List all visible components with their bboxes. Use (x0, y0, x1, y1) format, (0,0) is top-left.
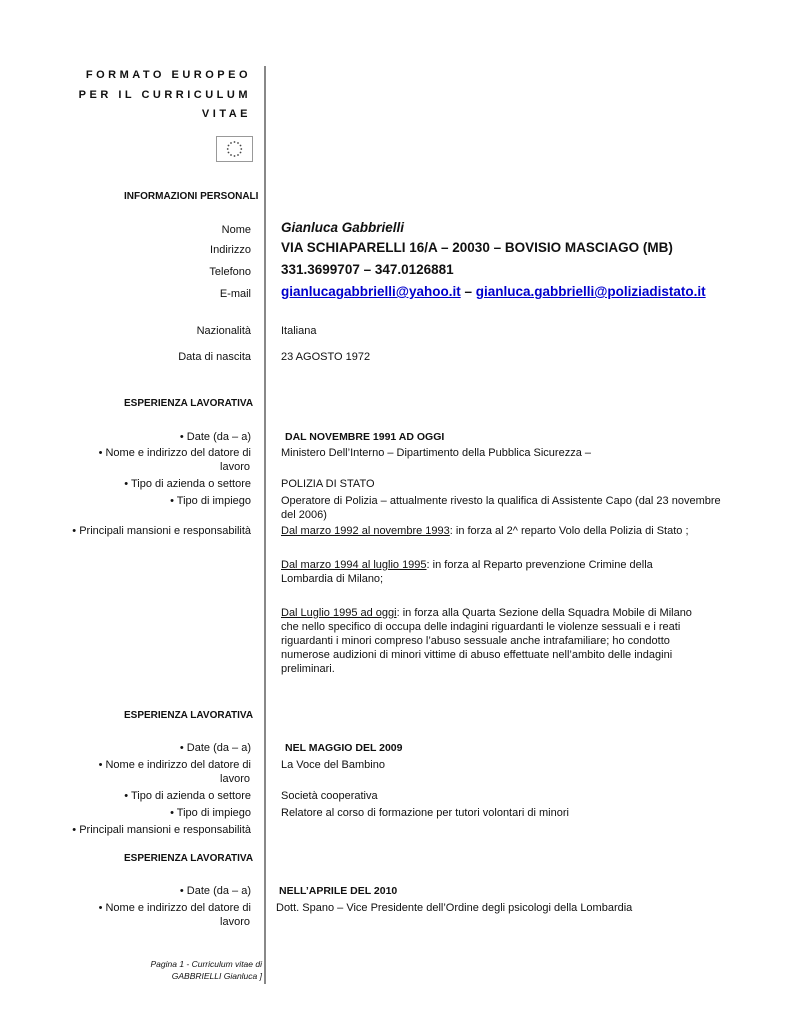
exp2-duties-label: • Principali mansioni e responsabilità (72, 824, 251, 836)
exp1-duty-2-period: Dal marzo 1994 al luglio 1995 (281, 559, 427, 571)
footer-line-1: Pagina 1 - Curriculum vitae di (150, 959, 262, 969)
email-link-1[interactable]: gianlucagabbrielli@yahoo.it (281, 284, 461, 299)
exp2-employer-label-1: • Nome e indirizzo del datore di (98, 759, 251, 771)
exp1-duty-1 (281, 524, 721, 538)
exp3-employer-label-2: lavoro (220, 916, 250, 928)
birth-value: 23 AGOSTO 1972 (281, 351, 371, 363)
section-experience-2: ESPERIENZA LAVORATIVA (124, 710, 254, 721)
cv-title-line2: PER IL CURRICULUM (78, 89, 251, 101)
address-value: VIA SCHIAPARELLI 16/A – 20030 – BOVISIO MASCIAGO (MB) (281, 240, 673, 255)
page-footer (151, 958, 263, 982)
exp1-duty-3-text: : in forza alla Quarta Sezione della Squadra Mobile di Milano che nello specifico di occupa delle indagini riguardanti le violenze sessuali e i reati riguardanti i minori compreso l’abuso sessuale anche intrafamiliare; ho condotto numerose audizioni di minori vittime di abuso effettuate nell’ambito delle indagini preliminari. (281, 607, 692, 675)
section-personal-info: INFORMAZIONI PERSONALI (124, 191, 259, 202)
exp1-duties-label: • Principali mansioni e responsabilità (72, 525, 251, 537)
cv-title-line3: VITAE (201, 108, 251, 120)
exp1-duty-3-period: Dal Luglio 1995 ad oggi (281, 607, 397, 619)
exp2-dates-label: • Date (da – a) (179, 742, 251, 754)
exp2-jobtype: Relatore al corso di formazione per tutori volontari di minori (281, 807, 569, 819)
email-label: E-mail (219, 288, 251, 300)
email-values (281, 285, 706, 300)
exp1-sector-label: • Tipo di azienda o settore (124, 478, 251, 490)
section-experience-3: ESPERIENZA LAVORATIVA (124, 853, 254, 864)
exp1-duty-2-text: : in forza al Reparto prevenzione Crimine della Lombardia di Milano; (281, 559, 653, 585)
exp1-duty-1-period: Dal marzo 1992 al novembre 1993 (281, 525, 450, 537)
name-label: Nome (221, 224, 251, 236)
footer-line-2: GABBRIELLI Gianluca ] (171, 971, 262, 981)
vertical-divider (264, 66, 266, 984)
exp2-sector: Società cooperativa (281, 790, 378, 802)
exp1-dates: DAL NOVEMBRE 1991 AD OGGI (285, 431, 445, 443)
email-separator: – (460, 284, 476, 299)
exp3-dates-label: • Date (da – a) (179, 885, 251, 897)
exp1-employer-label-1: • Nome e indirizzo del datore di (98, 447, 251, 459)
cv-title-line1: FORMATO EUROPEO (85, 69, 251, 81)
exp1-employer: Ministero Dell’Interno – Dipartimento della Pubblica Sicurezza – (281, 447, 591, 459)
exp1-sector: POLIZIA DI STATO (281, 478, 375, 490)
exp2-jobtype-label: • Tipo di impiego (170, 807, 251, 819)
exp1-employer-label-2: lavoro (220, 461, 250, 473)
exp1-duty-2 (281, 558, 701, 586)
address-label: Indirizzo (210, 244, 251, 256)
birth-label: Data di nascita (178, 351, 251, 363)
phone-label: Telefono (209, 266, 251, 278)
exp3-dates: NELL’APRILE DEL 2010 (279, 885, 398, 897)
nationality-value: Italiana (281, 325, 317, 337)
exp1-dates-label: • Date (da – a) (179, 431, 251, 443)
exp1-duty-1-text: : in forza al 2^ reparto Volo della Polizia di Stato ; (449, 525, 689, 537)
exp1-jobtype-label: • Tipo di impiego (170, 495, 251, 507)
exp3-employer: Dott. Spano – Vice Presidente dell’Ordine degli psicologi della Lombardia (276, 902, 633, 914)
exp2-employer-label-2: lavoro (220, 773, 250, 785)
name-value: Gianluca Gabbrielli (281, 220, 405, 235)
exp2-employer: La Voce del Bambino (281, 759, 385, 771)
exp2-dates: NEL MAGGIO DEL 2009 (285, 742, 403, 754)
exp2-sector-label: • Tipo di azienda o settore (124, 790, 251, 802)
nationality-label: Nazionalità (196, 325, 251, 337)
email-link-2[interactable]: gianluca.gabbrielli@poliziadistato.it (475, 284, 706, 299)
eu-flag-icon (216, 136, 253, 162)
exp3-employer-label-1: • Nome e indirizzo del datore di (98, 902, 251, 914)
section-experience-1: ESPERIENZA LAVORATIVA (124, 398, 254, 409)
exp1-jobtype: Operatore di Polizia – attualmente rivesto la qualifica di Assistente Capo (dal 23 novembre del 2006) (281, 495, 721, 521)
exp1-duty-3 (281, 606, 711, 676)
phone-value: 331.3699707 – 347.0126881 (281, 262, 454, 277)
